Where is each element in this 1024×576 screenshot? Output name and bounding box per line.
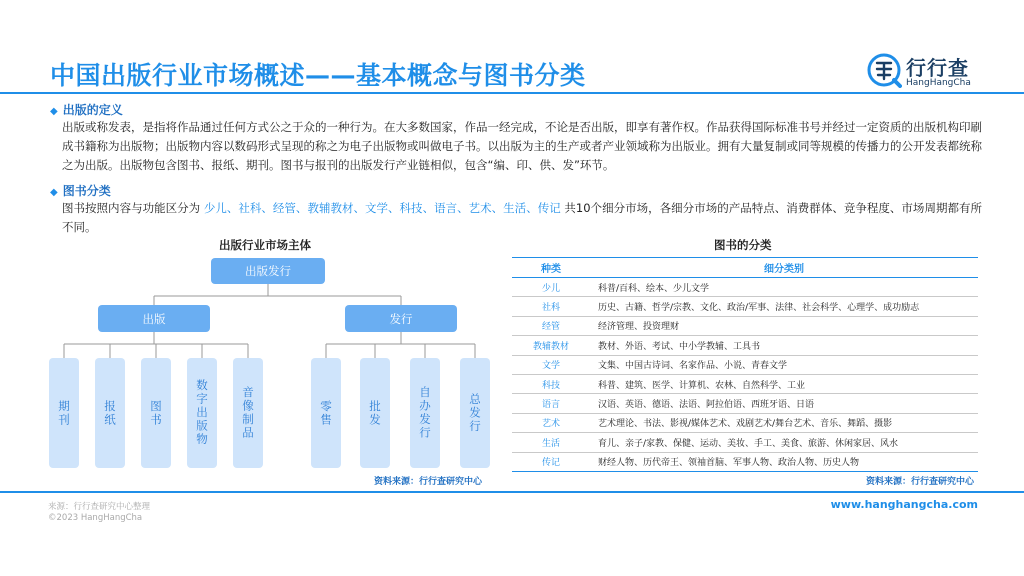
org-leaf: 批发: [360, 358, 390, 468]
table-row: [512, 413, 978, 432]
org-chart-source: 资料来源：行行查研究中心: [374, 477, 483, 487]
category-cell: 教辅教材: [512, 336, 590, 355]
brand-logo[interactable]: [866, 50, 986, 94]
table-row: [512, 374, 978, 393]
table-row: [512, 355, 978, 374]
table-row: [512, 452, 978, 471]
org-root-node: 出版发行: [211, 258, 325, 284]
footer-divider: [0, 491, 1024, 493]
table-header-row: [512, 258, 978, 278]
paragraph-text: 图书按照内容与功能区分为: [62, 201, 201, 215]
org-leaf: 零售: [311, 358, 341, 468]
logo-emblem-icon: [866, 52, 902, 88]
table-title: 图书的分类: [714, 238, 772, 252]
table-row: [512, 297, 978, 316]
category-cell: 文学: [512, 355, 590, 374]
website-link[interactable]: www.hanghangcha.com: [830, 498, 978, 511]
org-branch-distribution: 发行: [345, 305, 457, 332]
org-leaf: 期刊: [49, 358, 79, 468]
book-category-table: [512, 257, 978, 472]
diamond-bullet-icon: ◆: [50, 106, 58, 117]
column-header-subcategory: 细分类别: [590, 258, 978, 278]
org-leaf: 自办发行: [410, 358, 440, 468]
logo-subtitle: HangHangCha: [906, 78, 971, 88]
org-leaf: 数字出版物: [187, 358, 217, 468]
org-leaf: 报纸: [95, 358, 125, 468]
org-leaf: 总发行: [460, 358, 490, 468]
category-cell: 艺术: [512, 413, 590, 432]
subcategory-cell: 文集、中国古诗词、名家作品、小说、青春文学: [590, 355, 978, 374]
table-row: [512, 336, 978, 355]
org-branch-publishing: 出版: [98, 305, 210, 332]
subcategory-cell: 汉语、英语、德语、法语、阿拉伯语、西班牙语、日语: [590, 394, 978, 413]
table-row: [512, 316, 978, 335]
logo-name: 行行查: [906, 56, 969, 80]
table-source: 资料来源：行行查研究中心: [866, 477, 975, 487]
table-row: [512, 278, 978, 297]
definition-paragraph: 出版或称发表，是指将作品通过任何方式公之于众的一种行为。在大多数国家，作品一经完成，不论是否出版，即享有著作权。作品获得国际标准书号并经过一定资质的出版机构印刷成书籍称为出版物；出版物内容以数码形式呈现的称之为电子出版物或叫做电子书。以出版为主的生产或者产业领域称为出版业。拥有大量复制或同等规模的传播力的公开发表都统称之为出版。出版物包含图书、报纸、期刊。图书与报刊的出版发行产业链相似，包含“编、印、供、发”环节。: [62, 120, 982, 172]
paragraph-text: 共10个细分市场，各细分市场的产品特点、消费群体、竞争程度、市场周期都有所不同。: [62, 201, 982, 234]
table-row: [512, 394, 978, 413]
category-cell: 少儿: [512, 278, 590, 297]
footer-copyright: ©2023 HangHangCha: [48, 513, 143, 523]
section-heading-definition: [50, 101, 123, 118]
category-cell: 经管: [512, 316, 590, 335]
subcategory-cell: 历史、古籍、哲学/宗教、文化、政治/军事、法律、社会科学、心理学、成功励志: [590, 297, 978, 316]
category-cell: 传记: [512, 452, 590, 471]
category-cell: 生活: [512, 433, 590, 452]
column-header-category: 种类: [512, 258, 590, 278]
subcategory-cell: 教材、外语、考试、中小学教辅、工具书: [590, 336, 978, 355]
subcategory-cell: 科普/百科、绘本、少儿文学: [590, 278, 978, 297]
highlighted-categories: 少儿、社科、经管、教辅教材、文学、科技、语言、艺术、生活、传记: [203, 201, 561, 215]
org-leaf: 图书: [141, 358, 171, 468]
category-cell: 社科: [512, 297, 590, 316]
diamond-bullet-icon: ◆: [50, 187, 58, 198]
page-title: 中国出版行业市场概述——基本概念与图书分类: [50, 61, 586, 90]
category-cell: 语言: [512, 394, 590, 413]
subcategory-cell: 育儿、亲子/家教、保健、运动、美妆、手工、美食、旅游、休闲家居、风水: [590, 433, 978, 452]
classification-paragraph: [62, 199, 982, 237]
category-cell: 科技: [512, 374, 590, 393]
org-chart-title: 出版行业市场主体: [219, 238, 311, 252]
footer-source-note: 来源：行行查研究中心整理: [48, 502, 151, 512]
org-leaf: 音像制品: [233, 358, 263, 468]
subcategory-cell: 科普、建筑、医学、计算机、农林、自然科学、工业: [590, 374, 978, 393]
org-chart: [40, 250, 510, 490]
section-heading-text: 出版的定义: [62, 103, 123, 117]
subcategory-cell: 财经人物、历代帝王、领袖首脑、军事人物、政治人物、历史人物: [590, 452, 978, 471]
section-heading-classification: [50, 182, 111, 199]
subcategory-cell: 艺术理论、书法、影视/媒体艺术、戏剧艺术/舞台艺术、音乐、舞蹈、摄影: [590, 413, 978, 432]
table-row: [512, 433, 978, 452]
section-heading-text: 图书分类: [62, 184, 111, 198]
subcategory-cell: 经济管理、投资理财: [590, 316, 978, 335]
title-divider: [0, 92, 1024, 94]
